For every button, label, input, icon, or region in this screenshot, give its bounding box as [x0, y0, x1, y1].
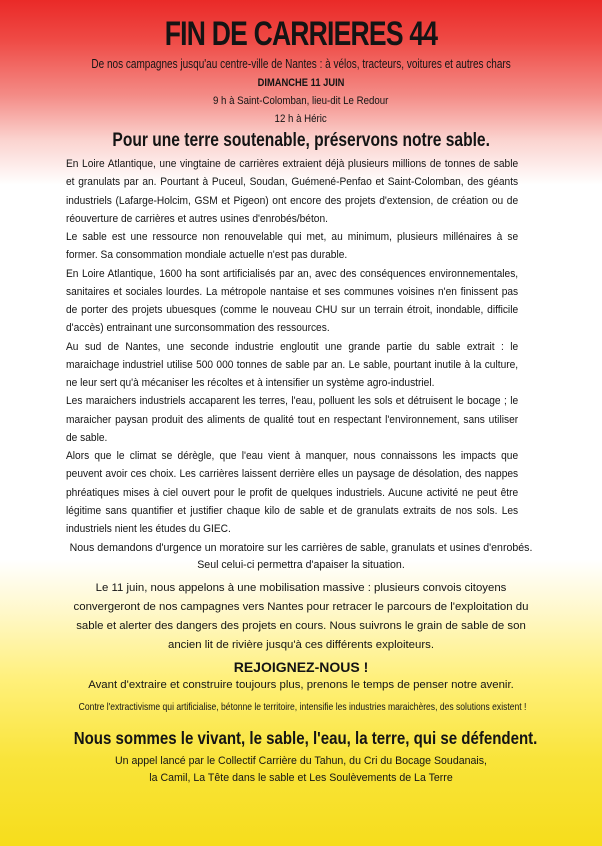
event-place-2: 12 h à Héric: [274, 113, 328, 125]
demand-line-2: Seul celui-ci permettra d'apaiser la situation.: [197, 559, 405, 572]
mobilisation-text: Le 11 juin, nous appelons à une mobilisation massive : plusieurs convois citoyens convergeront de nos campagnes vers Nantes pour retracer le parcours de l'exploitation du sable et alerter des dangers des projets en cours. Nous suivrons le grain de sable de son ancien lit de rivière jusqu'à ces différents exploiteurs.: [73, 582, 529, 652]
body-text: [66, 155, 518, 538]
appel-line-2: la Camil, La Tête dans le sable et Les Soulèvements de La Terre: [149, 772, 453, 785]
event-date: DIMANCHE 11 JUIN: [257, 77, 345, 89]
slogan-wrap: [26, 127, 576, 152]
place-2-wrap: [66, 109, 536, 127]
page-title: FIN DE CARRIERES 44: [164, 15, 438, 53]
subtitle-wrap: [26, 54, 576, 73]
place-1-wrap: [66, 91, 536, 109]
paragraph: Le sable est une ressource non renouvelable qui met, au minimum, plusieurs millénaires à se former. Sa consommation mondiale actuelle n'est pas durable.: [66, 231, 519, 262]
contre-wrap: [36, 694, 566, 716]
vivant-wrap: [36, 716, 566, 749]
paragraph: Alors que le climat se dérègle, que l'eau vient à manquer, nous connaissons les impacts que peuvent avoir ces choix. Les carrières laissent derrière elles un paysage de désolation, des nappes phréatiques mises à ciel ouvert pour le profit de quelques industriels. Aucune activité ne peut être légitime sans quantifier et justifier chaque kilo de sable et de granulats extraits de nos sols. Les industriels nient les études du GIEC.: [66, 450, 519, 535]
demand-block: [66, 540, 536, 574]
date-wrap: [66, 73, 536, 91]
appel-line-1: Un appel lancé par le Collectif Carrière du Tahun, du Cri du Bocage Soudanais,: [115, 755, 487, 768]
rejoin-heading: REJOIGNEZ-NOUS !: [233, 659, 369, 676]
avant-text: Avant d'extraire et construire toujours plus, prenons le temps de penser notre avenir.: [88, 679, 514, 692]
vivant-slogan: Nous sommes le vivant, le sable, l'eau, la terre, qui se défendent.: [73, 728, 538, 749]
event-place-1: 9 h à Saint-Colomban, lieu-dit Le Redour: [213, 95, 389, 107]
paragraph: En Loire Atlantique, une vingtaine de carrières extraient déjà plusieurs millions de tonnes de sable et granulats par an. Pourtant à Puceul, Soudan, Guémené-Penfao et Saint-Colomban, des géants industriels (Lafarge-Holcim, GSM et Pigeon) ont encore des projets d'extension, de création ou de réouverture de carrières et autres usines d'enrobés/béton.: [66, 158, 519, 225]
paragraph: En Loire Atlantique, 1600 ha sont artificialisés par an, avec des conséquences environnementales, sanitaires et sociales lourdes. La métropole nantaise et ses communes voisines n'en finissent pas de porter des projets ubuesques (comme le nouveau CHU sur un terrain étroit, inondable, difficile d'accès) entrainant une surconsommation des ressources.: [66, 267, 519, 335]
demand-line-1: Nous demandons d'urgence un moratoire sur les carrières de sable, granulats et usines d'enrobés.: [69, 542, 533, 555]
paragraph: Les maraichers industriels accaparent les terres, l'eau, polluent les sols et détruisent le bocage ; le maraicher paysan produit des aliments de qualité tout en respectant l'environnement, sans utiliser de sable.: [66, 395, 519, 444]
appel-block: [66, 753, 536, 787]
subtitle: De nos campagnes jusqu'au centre-ville de Nantes : à vélos, tracteurs, voitures et autres chars: [91, 57, 511, 71]
contre-text: Contre l'extractivisme qui artificialise, bétonne le territoire, intensifie les industries maraichères, des solutions existent !: [78, 702, 527, 714]
slogan: Pour une terre soutenable, préservons notre sable.: [112, 130, 490, 151]
paragraph: Au sud de Nantes, une seconde industrie engloutit une grande partie du sable extrait : le maraichage industriel utilise 500 000 tonnes de sable par an. Le sable, pourtant inutile à la culture, ne leur sert qu'à mécaniser les récoltes et à intensifier un système agro-industriel.: [66, 340, 519, 389]
